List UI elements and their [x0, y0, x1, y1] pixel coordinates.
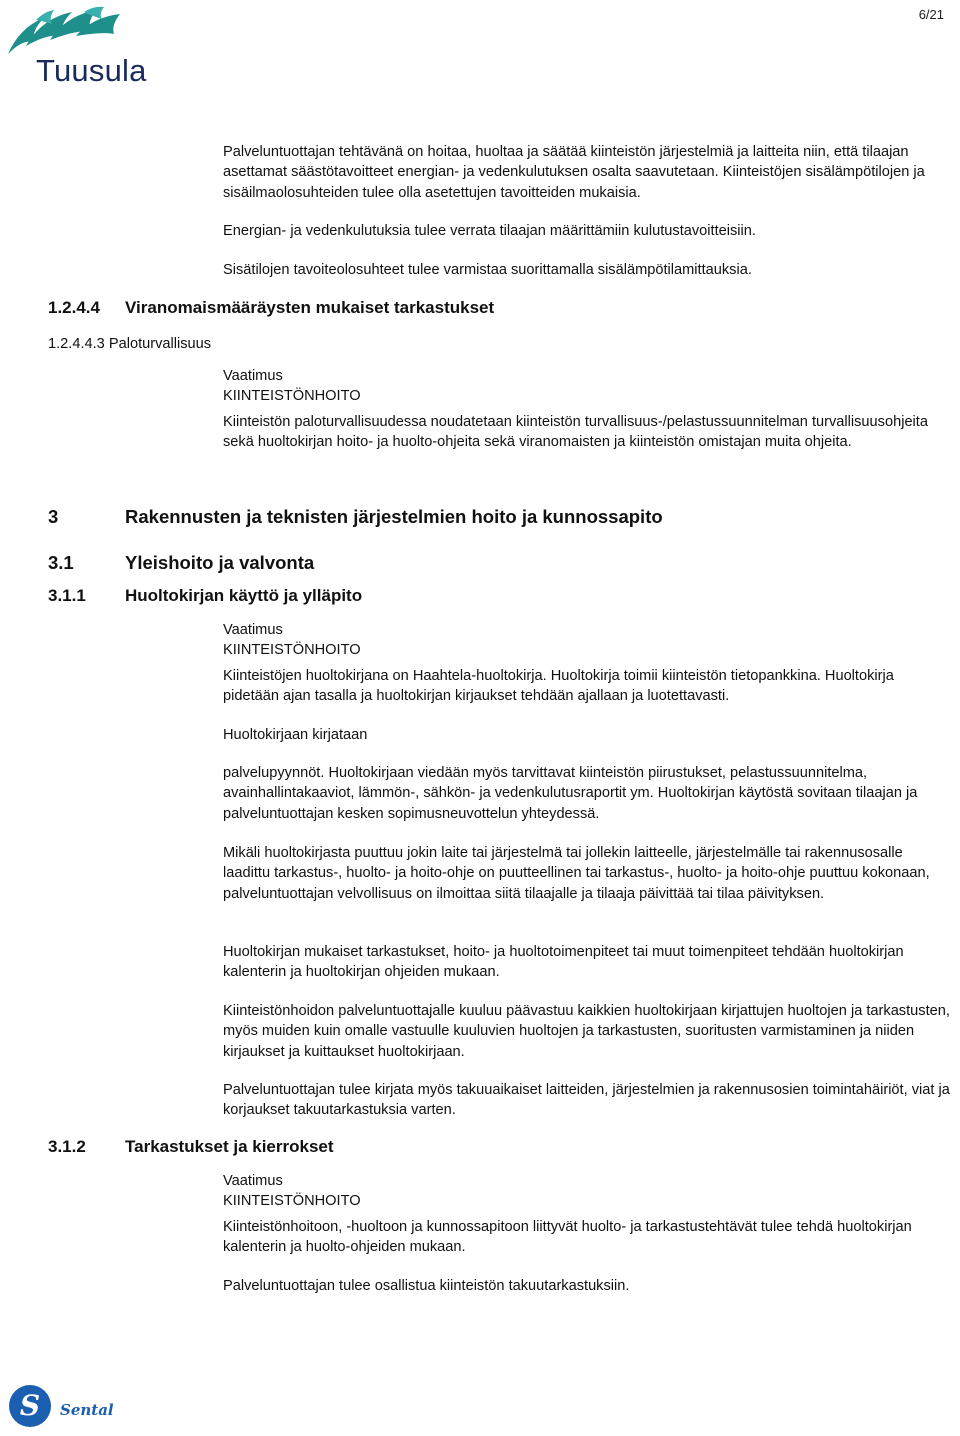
section-312-label-kiinteistonhoito: KIINTEISTÖNHOITO	[223, 1193, 361, 1209]
section-311-title: Huoltokirjan käyttö ja ylläpito	[125, 586, 363, 605]
intro-paragraph-3: Sisätilojen tavoiteolosuhteet tulee varmistaa suorittamalla sisälämpötilamittauksia.	[223, 262, 752, 278]
section-31-number: 3.1	[48, 552, 74, 573]
section-311-paragraph-6: Kiinteistönhoidon palveluntuottajalle kuuluu päävastuu kaikkien huoltokirjaan kirjattujen huoltojen ja tarkastusten, myös muiden kuin omalle vastuulle kuuluvien huoltojen ja tarkastusten, suoritusten varmistaminen ja niiden kirjaukset ja kuittaukset huoltokirjaan.	[223, 1003, 950, 1060]
sental-logo	[8, 1382, 128, 1432]
section-12443-paragraph: Kiinteistön paloturvallisuudessa noudatetaan kiinteistön turvallisuus-/pelastussuunnitelman turvallisuusohjeita sekä huoltokirjan hoito- ja huolto-ohjeita sekä viranomaisten ja kiinteistön omistajan muita ohjeita.	[223, 414, 928, 451]
section-311-paragraph-1: Kiinteistöjen huoltokirjana on Haahtela-huoltokirja. Huoltokirja toimii kiinteistön tietopankkina. Huoltokirja pidetään ajan tasalla ja huoltokirjan kirjaukset tehdään ajallaan ja luotettavasti.	[223, 668, 894, 705]
section-3-title: Rakennusten ja teknisten järjestelmien hoito ja kunnossapito	[125, 506, 663, 527]
section-311-paragraph-2: Huoltokirjaan kirjataan	[223, 727, 368, 743]
section-312-title: Tarkastukset ja kierrokset	[125, 1137, 334, 1156]
tuusula-logo-text: Tuusula	[36, 53, 147, 88]
section-311-paragraph-7: Palveluntuottajan tulee kirjata myös takuuaikaiset laitteiden, järjestelmien ja rakennusosien toimintahäiriöt, viat ja korjaukset takuutarkastuksia varten.	[223, 1082, 950, 1119]
section-312-paragraph-2: Palveluntuottajan tulee osallistua kiinteistön takuutarkastuksiin.	[223, 1278, 630, 1294]
sental-s-icon	[8, 1382, 56, 1430]
section-311-label-vaatimus: Vaatimus	[223, 622, 283, 638]
intro-paragraph-2: Energian- ja vedenkulutuksia tulee verrata tilaajan määrittämiin kulutustavoitteisiin.	[223, 223, 756, 239]
section-312-label-vaatimus: Vaatimus	[223, 1173, 283, 1189]
section-12443-heading: 1.2.4.4.3 Paloturvallisuus	[48, 336, 212, 352]
section-311-paragraph-4: Mikäli huoltokirjasta puuttuu jokin laite tai järjestelmä tai jollekin laitteelle, järjestelmälle tai rakennusosalle laadittu tarkastus-, huolto- ja hoito-ohje on puutteellinen tai tarkastus-, huolto- ja hoito-ohje puuttuu kokonaan, palveluntuottajan velvollisuus on ilmoittaa siitä tilaajalle ja tilaaja päivittää tai tilaa päivityksen.	[223, 845, 930, 902]
sental-logo-text: Sental	[60, 1401, 114, 1419]
section-1244-number: 1.2.4.4	[48, 298, 100, 317]
section-12443-label-vaatimus: Vaatimus	[223, 368, 283, 384]
tuusula-logo	[6, 6, 146, 88]
page-number: 6/21	[918, 7, 944, 22]
oak-leaf-icon	[6, 6, 146, 56]
intro-paragraph-1: Palveluntuottajan tehtävänä on hoitaa, huoltaa ja säätää kiinteistön järjestelmiä ja laitteita niin, että tilaajan asettamat säästötavoitteet energian- ja vedenkulutuksen osalta saavutetaan. Kiinteistöjen sisälämpötilojen ja sisäilmaolosuhteiden tulee olla asetettujen tavoitteiden mukaisia.	[223, 144, 925, 201]
section-3-number: 3	[48, 506, 59, 527]
section-311-label-kiinteistonhoito: KIINTEISTÖNHOITO	[223, 642, 361, 658]
section-311-paragraph-5: Huoltokirjan mukaiset tarkastukset, hoito- ja huoltotoimenpiteet tai muut toimenpiteet tehdään huoltokirjan kalenterin ja huoltokirjan ohjeiden mukaan.	[223, 944, 904, 981]
section-312-number: 3.1.2	[48, 1137, 86, 1156]
section-311-paragraph-3: palvelupyynnöt. Huoltokirjaan viedään myös tarvittavat kiinteistön piirustukset, pelastussuunnitelma, avainhallintakaaviot, lämmön-, sähkön- ja vedenkulutusraportit ym. Huoltokirjan käytöstä sovitaan tilaajan ja palveluntuottajan kesken sopimusneuvottelun yhteydessä.	[223, 765, 918, 822]
section-12443-label-kiinteistonhoito: KIINTEISTÖNHOITO	[223, 388, 361, 404]
section-31-title: Yleishoito ja valvonta	[125, 552, 315, 573]
svg-text:S: S	[19, 1389, 41, 1422]
section-311-number: 3.1.1	[48, 586, 86, 605]
section-1244-title: Viranomaismääräysten mukaiset tarkastukset	[125, 298, 495, 317]
section-312-paragraph-1: Kiinteistönhoitoon, -huoltoon ja kunnossapitoon liittyvät huolto- ja tarkastustehtävät tulee tehdä huoltokirjan kalenterin ja huolto-ohjeiden mukaan.	[223, 1219, 912, 1256]
